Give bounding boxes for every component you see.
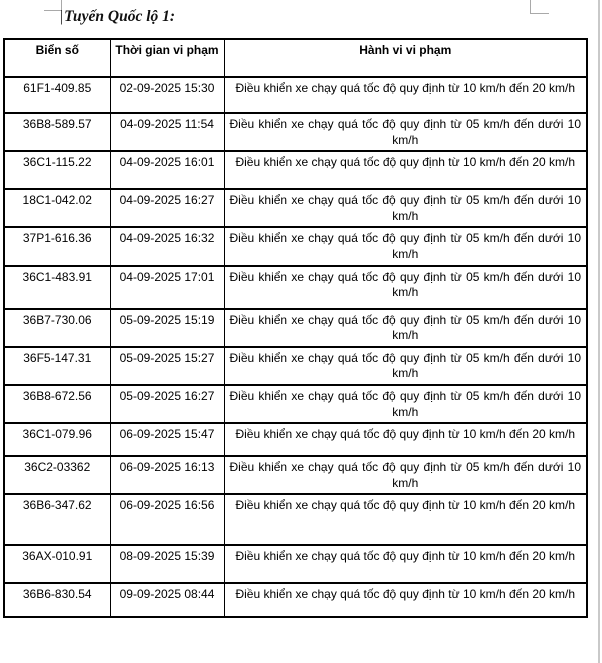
plate-cell: 36C1-483.91 (4, 266, 110, 309)
margin-mark-top-right-vertical (530, 0, 531, 14)
section-title-text: Tuyến Quốc lộ 1: (64, 8, 176, 25)
plate-cell: 36B7-730.06 (4, 309, 110, 347)
plate-cell: 18C1-042.02 (4, 189, 110, 227)
table-row (4, 266, 587, 309)
violations-body (4, 77, 587, 617)
table-row (4, 545, 587, 583)
violation-cell: Điều khiển xe chạy quá tốc độ quy định từ 10 km/h đến 20 km/h (224, 423, 587, 456)
header-plate: Biển số (4, 39, 110, 77)
time-cell: 06-09-2025 15:47 (110, 423, 224, 456)
table-row (4, 189, 587, 227)
violation-cell: Điều khiển xe chạy quá tốc độ quy định từ 10 km/h đến 20 km/h (224, 494, 587, 545)
table-row (4, 151, 587, 189)
violation-cell: Điều khiển xe chạy quá tốc độ quy định từ 05 km/h đến dưới 10 km/h (224, 266, 587, 309)
violation-cell: Điều khiển xe chạy quá tốc độ quy định từ 05 km/h đến dưới 10 km/h (224, 189, 587, 227)
header-violation: Hành vi vi phạm (224, 39, 587, 77)
text-cursor: | (60, 8, 64, 25)
page-edge-line (598, 0, 600, 663)
time-cell: 05-09-2025 16:27 (110, 385, 224, 423)
table-row (4, 77, 587, 113)
violation-cell: Điều khiển xe chạy quá tốc độ quy định từ 10 km/h đến 20 km/h (224, 583, 587, 617)
time-cell: 04-09-2025 11:54 (110, 113, 224, 151)
header-time: Thời gian vi phạm (110, 39, 224, 77)
time-cell: 06-09-2025 16:13 (110, 456, 224, 494)
time-cell: 09-09-2025 08:44 (110, 583, 224, 617)
table-row (4, 347, 587, 385)
violation-cell: Điều khiển xe chạy quá tốc độ quy định từ 05 km/h đến dưới 10 km/h (224, 456, 587, 494)
time-cell: 05-09-2025 15:19 (110, 309, 224, 347)
plate-cell: 37P1-616.36 (4, 227, 110, 265)
table-row (4, 227, 587, 265)
violation-cell: Điều khiển xe chạy quá tốc độ quy định từ 05 km/h đến dưới 10 km/h (224, 309, 587, 347)
table-row (4, 113, 587, 151)
time-cell: 04-09-2025 17:01 (110, 266, 224, 309)
violation-cell: Điều khiển xe chạy quá tốc độ quy định từ 05 km/h đến dưới 10 km/h (224, 347, 587, 385)
time-cell: 02-09-2025 15:30 (110, 77, 224, 113)
plate-cell: 36C1-115.22 (4, 151, 110, 189)
violation-cell: Điều khiển xe chạy quá tốc độ quy định từ 05 km/h đến dưới 10 km/h (224, 113, 587, 151)
table-row (4, 456, 587, 494)
plate-cell: 36C2-03362 (4, 456, 110, 494)
table-row (4, 309, 587, 347)
time-cell: 06-09-2025 16:56 (110, 494, 224, 545)
violations-table (3, 38, 588, 618)
table-row (4, 494, 587, 545)
plate-cell: 36B6-830.54 (4, 583, 110, 617)
margin-mark-top-right-horizontal (530, 13, 549, 14)
time-cell: 08-09-2025 15:39 (110, 545, 224, 583)
table-row (4, 423, 587, 456)
table-row (4, 583, 587, 617)
violation-cell: Điều khiển xe chạy quá tốc độ quy định từ 05 km/h đến dưới 10 km/h (224, 385, 587, 423)
plate-cell: 36C1-079.96 (4, 423, 110, 456)
table-header-row (4, 39, 587, 77)
plate-cell: 61F1-409.85 (4, 77, 110, 113)
time-cell: 04-09-2025 16:32 (110, 227, 224, 265)
plate-cell: 36B8-589.57 (4, 113, 110, 151)
violation-cell: Điều khiển xe chạy quá tốc độ quy định từ 10 km/h đến 20 km/h (224, 545, 587, 583)
violation-cell: Điều khiển xe chạy quá tốc độ quy định từ 05 km/h đến dưới 10 km/h (224, 227, 587, 265)
time-cell: 04-09-2025 16:01 (110, 151, 224, 189)
violation-cell: Điều khiển xe chạy quá tốc độ quy định từ 10 km/h đến 20 km/h (224, 77, 587, 113)
plate-cell: 36B8-672.56 (4, 385, 110, 423)
plate-cell: 36F5-147.31 (4, 347, 110, 385)
time-cell: 04-09-2025 16:27 (110, 189, 224, 227)
violation-cell: Điều khiển xe chạy quá tốc độ quy định từ 10 km/h đến 20 km/h (224, 151, 587, 189)
section-title (60, 8, 175, 26)
plate-cell: 36AX-010.91 (4, 545, 110, 583)
time-cell: 05-09-2025 15:27 (110, 347, 224, 385)
plate-cell: 36B6-347.62 (4, 494, 110, 545)
table-row (4, 385, 587, 423)
